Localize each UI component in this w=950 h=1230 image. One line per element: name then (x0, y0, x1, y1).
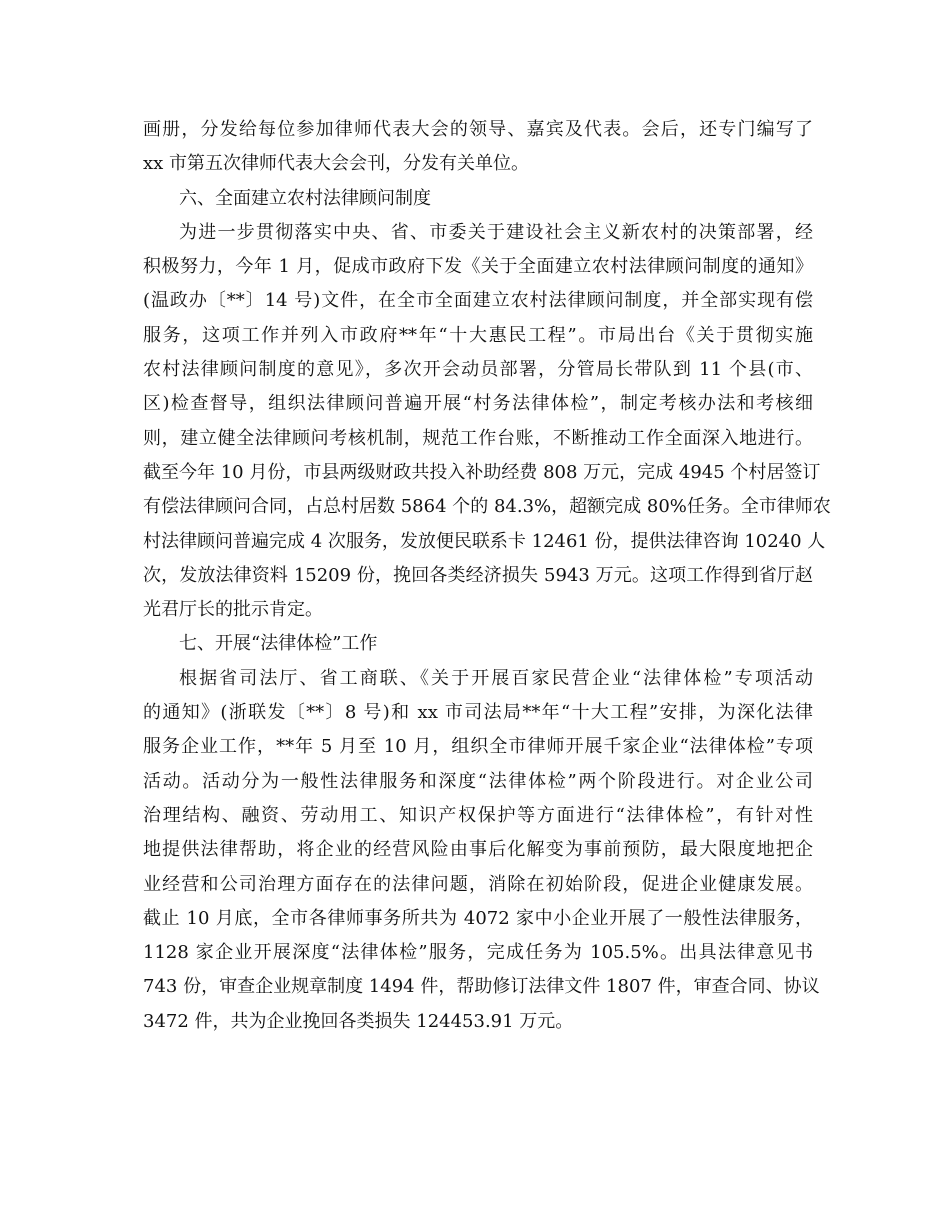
section-heading: 七、开展“法律体检”工作 (179, 633, 378, 655)
paragraph-line: 村法律顾问普遍完成 4 次服务，发放便民联系卡 12461 份，提供法律咨询 10240 人 (143, 530, 826, 552)
paragraph-line: 根据省司法厅、省工商联、《关于开展百家民营企业“法律体检”专项活动 (179, 667, 813, 689)
section-heading: 六、全面建立农村法律顾问制度 (179, 187, 431, 209)
paragraph-line: (温政办〔**〕14 号)文件，在全市全面建立农村法律顾问制度，并全部实现有偿 (143, 290, 813, 312)
paragraph-line: 光君厅长的批示肯定。 (143, 599, 323, 621)
paragraph-line: 743 份，审查企业规章制度 1494 件，帮助修订法律文件 1807 件，审查合同、协议 (143, 976, 820, 998)
paragraph-line: xx 市第五次律师代表大会会刊，分发有关单位。 (143, 153, 530, 175)
paragraph-line: 服务，这项工作并列入市政府**年“十大惠民工程”。市局出台《关于贯彻实施 (143, 324, 813, 346)
paragraph-line: 治理结构、融资、劳动用工、知识产权保护等方面进行“法律体检”，有针对性 (143, 804, 813, 826)
paragraph-line: 3472 件，共为企业挽回各类损失 124453.91 万元。 (143, 1010, 574, 1032)
body-text (143, 113, 831, 1039)
paragraph-line: 的通知》(浙联发〔**〕8 号)和 xx 市司法局**年“十大工程”安排，为深化法律 (143, 702, 813, 724)
paragraph-line: 截至今年 10 月份，市县两级财政共投入补助经费 808 万元，完成 4945 个村居签订 (143, 461, 821, 483)
paragraph-line: 地提供法律帮助，将企业的经营风险由事后化解变为事前预防，最大限度地把企 (143, 839, 813, 861)
paragraph-line: 农村法律顾问制度的意见》，多次开会动员部署，分管局长带队到 11 个县(市、 (143, 359, 813, 381)
paragraph-line: 截止 10 月底，全市各律师事务所共为 4072 家中小企业开展了一般性法律服务， (143, 907, 813, 929)
paragraph-line: 1128 家企业开展深度“法律体检”服务，完成任务为 105.5%。出具法律意见书 (143, 942, 813, 964)
paragraph-line: 积极努力，今年 1 月，促成市政府下发《关于全面建立农村法律顾问制度的通知》 (143, 256, 813, 278)
paragraph-line: 区)检查督导，组织法律顾问普遍开展“村务法律体检”，制定考核办法和考核细 (143, 393, 813, 415)
paragraph-line: 次，发放法律资料 15209 份，挽回各类经济损失 5943 万元。这项工作得到省厅赵 (143, 564, 813, 586)
paragraph-line: 服务企业工作，**年 5 月至 10 月，组织全市律师开展千家企业“法律体检”专项 (143, 736, 813, 758)
paragraph-line: 画册，分发给每位参加律师代表大会的领导、嘉宾及代表。会后，还专门编写了 (143, 119, 813, 140)
paragraph-line: 业经营和公司治理方面存在的法律问题，消除在初始阶段，促进企业健康发展。 (143, 873, 813, 895)
paragraph-line: 则，建立健全法律顾问考核机制，规范工作台账，不断推动工作全面深入地进行。 (143, 427, 813, 449)
paragraph-line: 有偿法律顾问合同，占总村居数 5864 个的 84.3%，超额完成 80%任务。全市律师农 (143, 496, 831, 518)
paragraph-line: 活动。活动分为一般性法律服务和深度“法律体检”两个阶段进行。对企业公司 (143, 770, 813, 792)
paragraph-line: 为进一步贯彻落实中央、省、市委关于建设社会主义新农村的决策部署，经 (179, 221, 813, 243)
